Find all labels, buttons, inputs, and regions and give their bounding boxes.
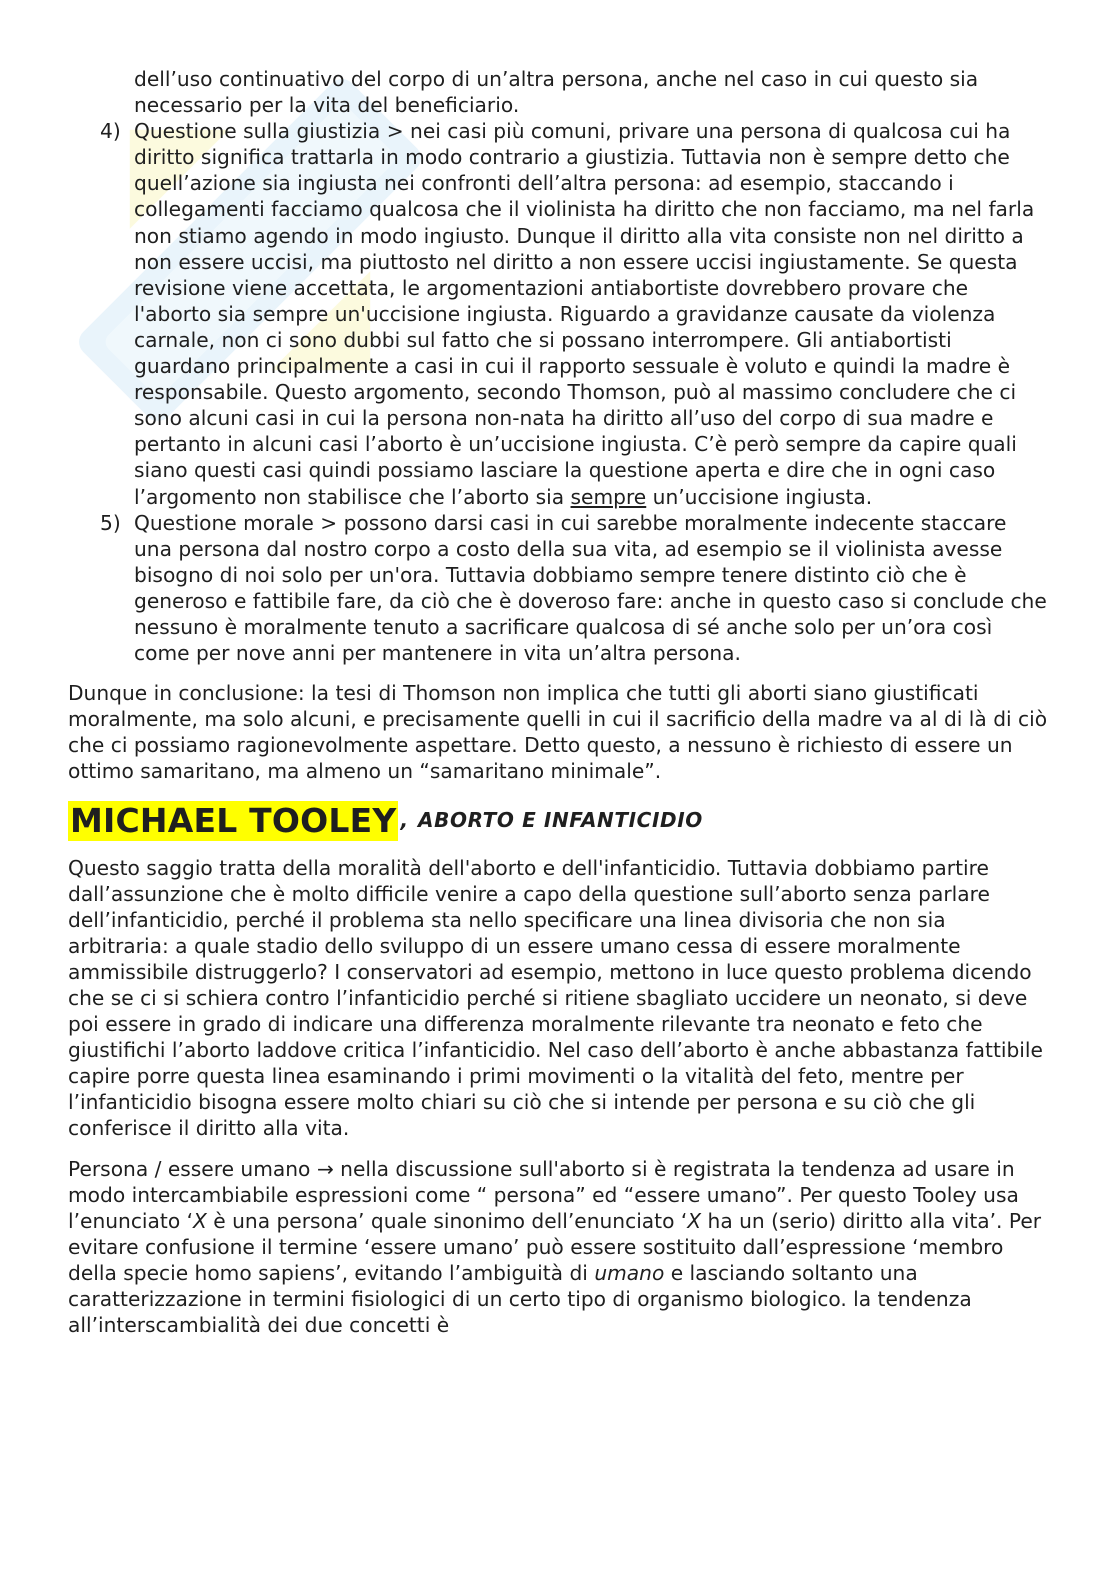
heading-comma: ,: [400, 808, 409, 833]
paragraph-text: ha un (serio) diritto alla vita’. Per evitare confusione il termine ‘essere umano’ può essere sostituito dall’espressione ‘membro della specie homo sapiens’, evitando l’ambiguità di: [68, 1208, 1042, 1285]
numbered-list: [68, 118, 1048, 666]
list-number: 4): [100, 119, 121, 144]
section-heading: [68, 801, 1048, 841]
underlined-word: sempre: [570, 484, 647, 509]
paragraph-text: è una persona’ quale sinonimo dell’enunciato ‘: [206, 1208, 688, 1233]
term-label: Persona / essere umano: [68, 1156, 311, 1181]
variable-x: X: [193, 1208, 207, 1233]
body-paragraph: Questo saggio tratta della moralità dell'aborto e dell'infanticidio. Tuttavia dobbiamo partire dall’assunzione che è molto difficile venire a capo della questione sull’aborto senza parlare dell’infanticidio, perché il problema sta nello specificare una linea divisoria che non sia arbitraria: a quale stadio dello sviluppo di un essere umano cessa di essere moralmente ammissibile distruggerlo? I conservatori ad esempio, mettono in luce questo problema dicendo che se ci si schiera contro l’infanticidio perché si ritiene sbagliato uccidere un neonato, si deve poi essere in grado di indicare una differenza moralmente rilevante tra neonato e feto che giustifichi l’aborto laddove critica l’infanticidio. Nel caso dell’aborto è anche abbastanza fattibile capire porre questa linea esaminando i primi movimenti o la vitalità del feto, mentre per l’infanticidio bisogna essere molto chiari su ciò che si intende per persona e su ciò che gli conferisce il diritto alla vita.: [68, 855, 1043, 1141]
list-item: [68, 118, 1048, 509]
list-item-text: Questione morale > possono darsi casi in cui sarebbe moralmente indecente staccare una persona dal nostro corpo a costo della sua vita, ad esempio se il violinista avesse bisogno di noi solo per un'ora. Tuttavia dobbiamo sempre tenere distinto ciò che è generoso e fattibile fare, da ciò che è doveroso fare: anche in questo caso si conclude che nessuno è moralmente tenuto a sacrificare qualcosa di sé anche solo per un’ora così come per nove anni per mantenere in vita un’altra persona.: [134, 510, 1047, 666]
paragraph-text: nella discussione sull'aborto si è registrata la tendenza ad usare in modo intercambiabile espressioni come “ persona” ed “essere umano”. Per questo Tooley usa l’enunciato ‘: [68, 1156, 1019, 1233]
list-item: [68, 510, 1048, 667]
italic-word: umano: [594, 1260, 665, 1285]
paragraph-text: e lasciando soltanto una caratterizzazione in termini fisiologici di un certo tipo di organismo biologico. la tendenza all’interscambialità dei due concetti è: [68, 1260, 972, 1338]
author-name-highlighted: MICHAEL TOOLEY: [70, 800, 397, 840]
variable-x: X: [687, 1208, 702, 1233]
list-number: 5): [100, 510, 121, 535]
list-item-continuation: dell’uso continuativo del corpo di un’altra persona, anche nel caso in cui questo sia necessario per la vita del beneficiario.: [134, 67, 979, 118]
document-body: [68, 66, 1048, 1338]
work-title: ABORTO E INFANTICIDIO: [418, 808, 703, 833]
conclusion-paragraph: Dunque in conclusione: la tesi di Thomson non implica che tutti gli aborti siano giustificati moralmente, ma solo alcuni, e precisamente quelli in cui il sacrificio della madre va al di là di ciò che ci possiamo ragionevolmente aspettare. Detto questo, a nessuno è richiesto di essere un ottimo samaritano, ma almeno un “samaritano minimale”.: [68, 681, 1048, 784]
list-item-text: Questione sulla giustizia > nei casi più comuni, privare una persona di qualcosa cui ha diritto significa trattarla in modo contrario a giustizia. Tuttavia non è sempre detto che quell’azione sia ingiusta nei confronti dell’altra persona: ad esempio, staccando i collegamenti facciamo qualcosa che il violinista ha diritto che non facciamo, ma nel farla non stiamo agendo in modo ingiusto. Dunque il diritto alla vita consiste non nel diritto a non essere uccisi, ma piuttosto nel diritto a non essere uccisi ingiustamente. Se questa revisione viene accettata, le argomentazioni antiabortiste dovrebbero provare che l'aborto sia sempre un'uccisione ingiusta. Riguardo a gravidanze causate da violenza carnale, non ci sono dubbi sul fatto che si possano interrompere. Gli antiabortisti guardano principalmente a casi in cui il rapporto sessuale è voluto e quindi la madre è responsabile. Questo argomento, secondo Thomson, può al massimo concludere che ci sono alcuni casi in cui la persona non-nata ha diritto all’uso del corpo di sua madre e pertanto in alcuni casi l’aborto è un’uccisione ingiusta. C’è però sempre da capire quali siano questi casi quindi possiamo lasciare la questione aperta e dire che in ogni caso l’argomento non stabilisce che l’aborto sia: [134, 119, 1035, 509]
body-paragraph-persona: [68, 1156, 1048, 1339]
arrow-right-icon: →: [316, 1156, 334, 1181]
list-item-text-end: un’uccisione ingiusta.: [652, 484, 873, 509]
